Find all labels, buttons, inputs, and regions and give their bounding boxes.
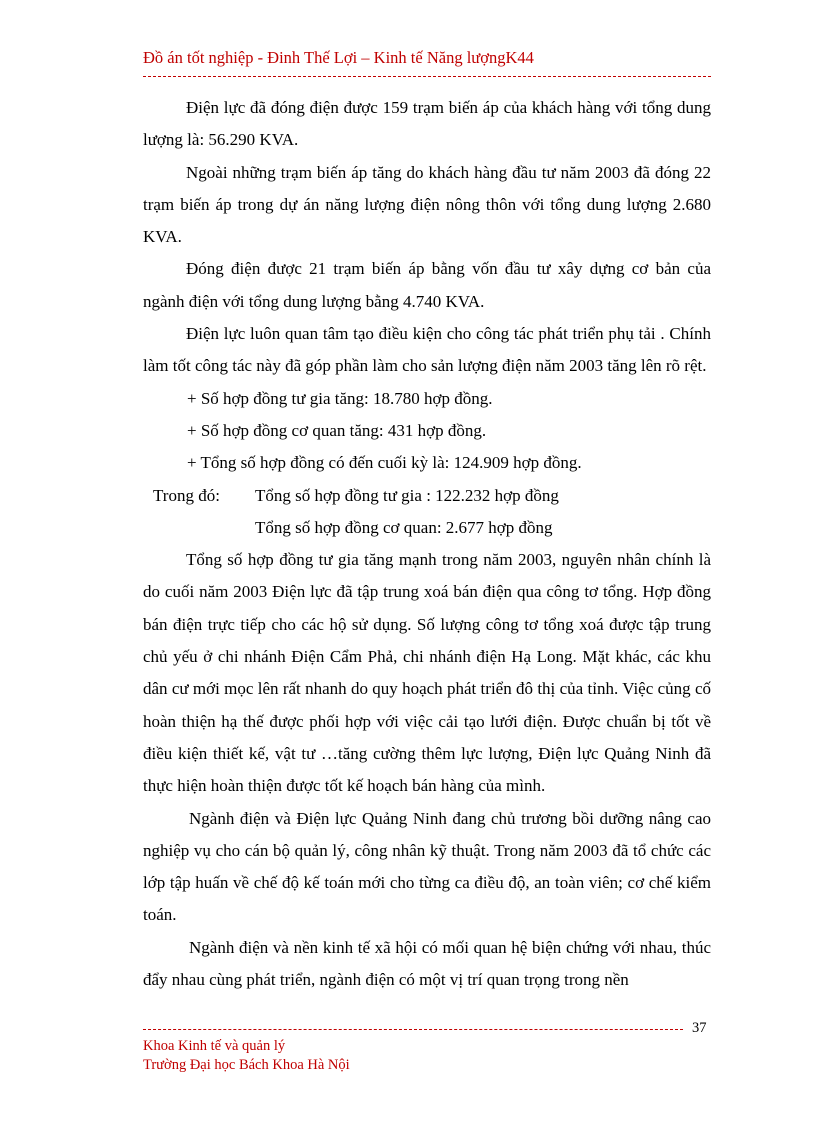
trong-do-item: Tổng số hợp đồng cơ quan: 2.677 hợp đồng [255,517,553,537]
document-body [143,92,711,996]
page-number: 37 [692,1020,707,1036]
paragraph-6: Ngành điện và Điện lực Quảng Ninh đang chủ trương bồi dưỡng nâng cao nghiệp vụ cho cán bộ quản lý, công nhân kỹ thuật. Trong năm 2003 đã tổ chức các lớp tập huấn về chế độ kế toán mới cho từng ca điều độ, an toàn viên; cơ chế kiểm toán. [143,808,711,925]
page-footer [143,1037,350,1075]
paragraph-7: Ngành điện và nền kinh tế xã hội có mối quan hệ biện chứng với nhau, thúc đẩy nhau cùng phát triển, ngành điện có một vị trí quan trọng trong nền [143,937,711,990]
paragraph-1: Điện lực đã đóng điện được 159 trạm biến áp của khách hàng với tổng dung lượng là: 56.290 KVA. [143,98,711,150]
footer-university: Trường Đại học Bách Khoa Hà Nội [143,1057,350,1073]
footer-divider [143,1029,683,1030]
trong-do-row [143,480,711,512]
header-divider [143,76,711,77]
paragraph-5: Tổng số hợp đồng tư gia tăng mạnh trong năm 2003, nguyên nhân chính là do cuối năm 2003 Điện lực đã tập trung xoá bán điện qua công tơ tổng. Hợp đồng bán điện trực tiếp cho các hộ sử dụng. Số lượng công tơ tổng xoá được tập trung chủ yếu ở chi nhánh Điện Cẩm Phả, chi nhánh điện Hạ Long. Mặt khác, các khu dân cư mới mọc lên rất nhanh do quy hoạch phát triển đô thị của tỉnh. Việc củng cố hoàn thiện hạ thế được phối hợp với việc cải tạo lưới điện. Được chuẩn bị tốt về điều kiện thiết kế, vật tư …tăng cường thêm lực lượng, Điện lực Quảng Ninh đã thực hiện hoàn thiện được tốt kế hoạch bán hàng của mình. [143,550,711,796]
trong-do-row [143,512,711,544]
trong-do-item: Tổng số hợp đồng tư gia : 122.232 hợp đồng [255,485,559,505]
list-item: + Số hợp đồng tư gia tăng: 18.780 hợp đồng. [187,388,493,408]
paragraph-2: Ngoài những trạm biến áp tăng do khách hàng đầu tư năm 2003 đã đóng 22 trạm biến áp trong dự án năng lượng điện nông thôn với tổng dung lượng 2.680 KVA. [143,162,711,247]
page-header-title: Đồ án tốt nghiệp - Đinh Thế Lợi – Kinh tế Năng lượngK44 [143,48,534,67]
list-item: + Tổng số hợp đồng có đến cuối kỳ là: 124.909 hợp đồng. [187,453,582,473]
trong-do-label: Trong đó: [153,485,220,505]
paragraph-4: Điện lực luôn quan tâm tạo điều kiện cho công tác phát triển phụ tải . Chính làm tốt công tác này đã góp phần làm cho sản lượng điện năm 2003 tăng lên rõ rệt. [143,324,711,376]
list-item: + Số hợp đồng cơ quan tăng: 431 hợp đồng. [187,420,487,440]
footer-faculty: Khoa Kinh tế và quản lý [143,1038,286,1054]
paragraph-3: Đóng điện được 21 trạm biến áp bằng vốn đầu tư xây dựng cơ bản của ngành điện với tổng dung lượng bằng 4.740 KVA. [143,259,711,311]
